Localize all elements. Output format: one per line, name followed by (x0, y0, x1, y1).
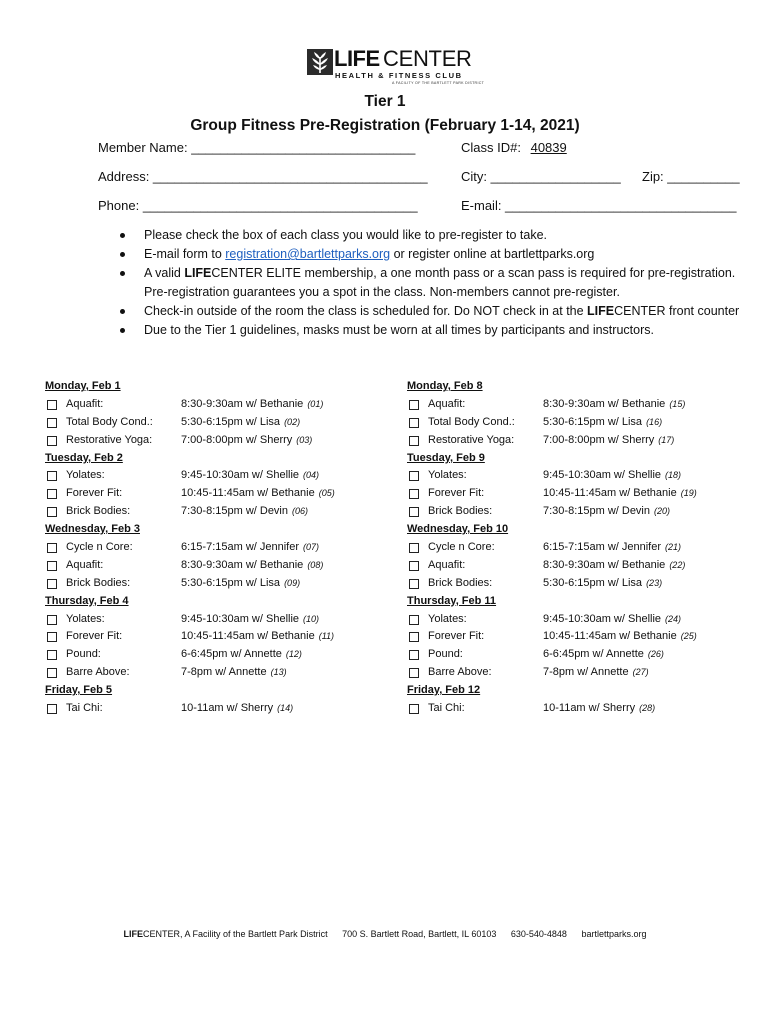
lifecenter-logo (307, 46, 485, 90)
city-field[interactable]: City: __________________ (461, 169, 621, 184)
class-number: (26) (647, 649, 664, 660)
day-heading (45, 593, 375, 611)
class-number: (01) (307, 398, 324, 409)
registration-email-link[interactable]: registration@bartlettparks.org (225, 247, 391, 261)
day-label: Friday, Feb 12 (407, 684, 481, 697)
class-number: (25) (680, 631, 697, 642)
day-heading (45, 521, 375, 539)
class-number: (16) (646, 416, 663, 427)
class-row (407, 664, 747, 682)
class-checkbox[interactable] (47, 579, 57, 589)
class-time-text: 6:15-7:15am w/ Jennifer (181, 541, 300, 554)
member-name-field[interactable]: Member Name: _______________________________ (98, 140, 416, 155)
class-checkbox[interactable] (47, 471, 57, 481)
class-number: (08) (307, 559, 324, 570)
class-row (407, 646, 747, 664)
day-label: Thursday, Feb 4 (45, 594, 129, 607)
class-time (181, 664, 287, 682)
day-heading (407, 450, 747, 468)
class-time-text: 10:45-11:45am w/ Bethanie (181, 630, 315, 643)
class-name: Yolates: (428, 469, 467, 482)
class-name: Tai Chi: (428, 702, 465, 715)
class-time (181, 432, 312, 450)
day-heading (45, 378, 375, 396)
schedule-week-2 (407, 378, 747, 718)
class-checkbox[interactable] (409, 579, 419, 589)
class-time-text: 9:45-10:30am w/ Shellie (543, 612, 662, 625)
class-time (543, 432, 674, 450)
class-number: (11) (318, 631, 335, 642)
class-time (181, 396, 323, 414)
day-label: Tuesday, Feb 9 (407, 451, 485, 464)
class-time-text: 6-6:45pm w/ Annette (543, 648, 644, 661)
class-name: Aquafit: (66, 558, 104, 571)
zip-field[interactable]: Zip: __________ (642, 169, 740, 184)
class-time-text: 8:30-9:30am w/ Bethanie (181, 397, 304, 410)
class-time (543, 396, 685, 414)
class-checkbox[interactable] (47, 489, 57, 499)
class-number: (19) (680, 488, 697, 499)
class-name: Tai Chi: (66, 702, 103, 715)
page-footer (0, 929, 770, 939)
class-number: (28) (639, 703, 656, 714)
wheat-logo-icon (307, 49, 333, 75)
class-id-value: 40839 (530, 140, 567, 155)
class-number: (20) (654, 506, 671, 517)
footer-address: 700 S. Bartlett Road, Bartlett, IL 60103 (342, 929, 497, 939)
class-row (407, 467, 747, 485)
class-row (45, 664, 375, 682)
class-time (181, 467, 319, 485)
class-name: Cycle n Core: (428, 541, 495, 554)
class-time-text: 8:30-9:30am w/ Bethanie (543, 558, 666, 571)
day-heading (407, 682, 747, 700)
class-time-text: 5:30-6:15pm w/ Lisa (181, 415, 281, 428)
class-number: (17) (658, 434, 675, 445)
class-time (543, 611, 681, 629)
bullet-icon (120, 271, 125, 276)
day-label: Monday, Feb 8 (407, 380, 483, 392)
logo-life-text: LIFE (334, 46, 380, 71)
schedule-week-1 (45, 378, 375, 718)
class-name: Pound: (66, 648, 101, 661)
class-time (543, 414, 662, 432)
class-checkbox[interactable] (409, 489, 419, 499)
class-name: Forever Fit: (66, 630, 123, 643)
class-time-text: 9:45-10:30am w/ Shellie (543, 469, 662, 482)
class-row (407, 414, 747, 432)
class-name: Forever Fit: (428, 630, 485, 643)
class-checkbox[interactable] (409, 436, 419, 446)
class-number: (09) (284, 577, 301, 588)
class-time (181, 539, 319, 557)
class-name: Restorative Yoga: (428, 433, 515, 446)
class-name: Pound: (428, 648, 463, 661)
logo-tagline: A FACILITY OF THE BARTLETT PARK DISTRICT (392, 81, 485, 85)
class-checkbox[interactable] (47, 704, 57, 714)
class-row (407, 539, 747, 557)
class-checkbox[interactable] (409, 561, 419, 571)
class-name: Brick Bodies: (66, 576, 131, 589)
day-label: Thursday, Feb 11 (407, 594, 497, 607)
class-row (407, 700, 747, 718)
class-time (543, 539, 681, 557)
list-item: Due to the Tier 1 guidelines, masks must be worn at all times by participants and instructors. (118, 321, 758, 340)
day-label: Monday, Feb 1 (45, 380, 121, 392)
class-checkbox[interactable] (409, 615, 419, 625)
day-label: Wednesday, Feb 10 (407, 523, 509, 536)
list-item: E-mail form to registration@bartlettparks.org or register online at bartlettparks.org (118, 245, 758, 264)
class-checkbox[interactable] (409, 471, 419, 481)
class-row (45, 396, 375, 414)
class-row (45, 414, 375, 432)
class-number: (07) (303, 542, 320, 553)
class-number: (12) (285, 649, 302, 660)
class-time-text: 5:30-6:15pm w/ Lisa (543, 576, 643, 589)
class-number: (14) (277, 703, 294, 714)
class-time (181, 646, 302, 664)
class-row (45, 485, 375, 503)
class-name: Restorative Yoga: (66, 433, 153, 446)
class-row (407, 575, 747, 593)
class-number: (13) (270, 667, 287, 678)
class-name: Total Body Cond.: (428, 415, 515, 428)
class-checkbox[interactable] (47, 615, 57, 625)
class-row (45, 646, 375, 664)
email-field[interactable]: E-mail: ________________________________ (461, 198, 737, 213)
class-row (407, 503, 747, 521)
class-time (543, 503, 670, 521)
class-time (181, 485, 335, 503)
class-time-text: 10:45-11:45am w/ Bethanie (181, 487, 315, 500)
class-checkbox[interactable] (47, 650, 57, 660)
class-name: Barre Above: (66, 666, 130, 679)
class-row (45, 611, 375, 629)
class-name: Yolates: (428, 612, 467, 625)
class-name: Yolates: (66, 469, 105, 482)
tier-heading: Tier 1 (364, 93, 406, 110)
list-item: Please check the box of each class you would like to pre-register to take. (118, 226, 758, 245)
day-heading (45, 682, 375, 700)
class-time-text: 7:00-8:00pm w/ Sherry (543, 433, 655, 446)
class-row (45, 700, 375, 718)
class-checkbox[interactable] (47, 561, 57, 571)
footer-facility: LIFECENTER, A Facility of the Bartlett Park District (123, 929, 328, 939)
class-checkbox[interactable] (409, 543, 419, 553)
class-name: Barre Above: (428, 666, 492, 679)
class-time (543, 646, 664, 664)
class-number: (24) (665, 613, 682, 624)
class-number: (21) (665, 542, 682, 553)
class-checkbox[interactable] (409, 668, 419, 678)
list-item: A valid LIFECENTER ELITE membership, a one month pass or a scan pass is required for pre-registration. Pre-registration guarantees you a spot in the class. Non-members cannot pre-register. (118, 264, 758, 302)
class-id-label: Class ID#: (461, 140, 521, 155)
class-time (181, 414, 300, 432)
class-row (45, 503, 375, 521)
class-number: (15) (669, 398, 686, 409)
class-checkbox[interactable] (47, 632, 57, 642)
class-time-text: 7-8pm w/ Annette (543, 666, 629, 679)
class-time (543, 628, 697, 646)
class-time (181, 611, 319, 629)
class-row (45, 557, 375, 575)
class-time (181, 503, 308, 521)
class-row (45, 575, 375, 593)
class-time-text: 9:45-10:30am w/ Shellie (181, 469, 300, 482)
class-checkbox[interactable] (47, 668, 57, 678)
class-time-text: 10:45-11:45am w/ Bethanie (543, 487, 677, 500)
class-number: (23) (646, 577, 663, 588)
class-time (181, 700, 293, 718)
class-number: (10) (303, 613, 320, 624)
list-item: Check-in outside of the room the class is scheduled for. Do NOT check in at the LIFECENTER front counter (118, 302, 758, 321)
class-time (543, 664, 649, 682)
class-number: (05) (318, 488, 335, 499)
class-time-text: 10-11am w/ Sherry (181, 702, 274, 715)
class-checkbox[interactable] (409, 507, 419, 517)
address-field[interactable]: Address: ______________________________________ (98, 169, 428, 184)
class-name: Forever Fit: (66, 487, 123, 500)
day-heading (407, 378, 747, 396)
class-time-text: 6:15-7:15am w/ Jennifer (543, 541, 662, 554)
logo-center-text: CENTER (383, 46, 472, 71)
class-checkbox[interactable] (47, 436, 57, 446)
class-checkbox[interactable] (409, 418, 419, 428)
day-heading (407, 593, 747, 611)
class-number: (04) (303, 470, 320, 481)
class-checkbox[interactable] (409, 632, 419, 642)
logo-subtitle: HEALTH & FITNESS CLUB (335, 71, 463, 80)
class-id-field (461, 140, 567, 155)
class-name: Brick Bodies: (66, 505, 131, 518)
class-checkbox[interactable] (47, 418, 57, 428)
class-time-text: 8:30-9:30am w/ Bethanie (543, 397, 666, 410)
class-row (407, 432, 747, 450)
class-name: Forever Fit: (428, 487, 485, 500)
class-time (181, 575, 300, 593)
class-row (407, 557, 747, 575)
class-row (407, 485, 747, 503)
day-heading (407, 521, 747, 539)
class-row (45, 467, 375, 485)
page-title: Group Fitness Pre-Registration (February 1-14, 2021) (190, 117, 580, 134)
bullet-icon (120, 252, 125, 257)
class-row (407, 611, 747, 629)
class-time-text: 9:45-10:30am w/ Shellie (181, 612, 300, 625)
class-time-text: 8:30-9:30am w/ Bethanie (181, 558, 304, 571)
class-time-text: 10:45-11:45am w/ Bethanie (543, 630, 677, 643)
class-row (45, 432, 375, 450)
class-row (407, 628, 747, 646)
class-number: (18) (665, 470, 682, 481)
class-number: (06) (292, 506, 309, 517)
class-time (181, 557, 323, 575)
class-number: (02) (284, 416, 301, 427)
class-time-text: 5:30-6:15pm w/ Lisa (181, 576, 281, 589)
class-name: Brick Bodies: (428, 505, 493, 518)
footer-website: bartlettparks.org (581, 929, 647, 939)
class-time-text: 10-11am w/ Sherry (543, 702, 636, 715)
bullet-icon (120, 233, 125, 238)
class-checkbox[interactable] (409, 704, 419, 714)
class-checkbox[interactable] (47, 400, 57, 410)
class-checkbox[interactable] (409, 400, 419, 410)
class-name: Aquafit: (66, 397, 104, 410)
class-checkbox[interactable] (409, 650, 419, 660)
class-time (543, 575, 662, 593)
footer-phone: 630-540-4848 (510, 929, 567, 939)
class-row (45, 628, 375, 646)
day-label: Wednesday, Feb 3 (45, 523, 140, 536)
class-time (181, 628, 334, 646)
day-heading (45, 450, 375, 468)
day-label: Friday, Feb 5 (45, 684, 113, 697)
class-time (543, 485, 697, 503)
class-checkbox[interactable] (47, 543, 57, 553)
class-time-text: 5:30-6:15pm w/ Lisa (543, 415, 643, 428)
class-time-text: 6-6:45pm w/ Annette (181, 648, 282, 661)
class-name: Cycle n Core: (66, 541, 133, 554)
class-time-text: 7:00-8:00pm w/ Sherry (181, 433, 293, 446)
class-name: Brick Bodies: (428, 576, 493, 589)
class-time-text: 7-8pm w/ Annette (181, 666, 267, 679)
day-label: Tuesday, Feb 2 (45, 451, 123, 464)
class-time (543, 700, 655, 718)
class-name: Aquafit: (428, 558, 466, 571)
class-row (45, 539, 375, 557)
class-number: (27) (632, 667, 649, 678)
class-time (543, 557, 685, 575)
class-number: (22) (669, 559, 686, 570)
class-row (407, 396, 747, 414)
class-time-text: 7:30-8:15pm w/ Devin (181, 505, 288, 518)
phone-field[interactable]: Phone: ______________________________________ (98, 198, 418, 213)
bullet-icon (120, 328, 125, 333)
class-checkbox[interactable] (47, 507, 57, 517)
class-name: Yolates: (66, 612, 105, 625)
class-time (543, 467, 681, 485)
class-name: Aquafit: (428, 397, 466, 410)
bullet-icon (120, 309, 125, 314)
instructions-list (118, 226, 758, 340)
class-number: (03) (296, 434, 313, 445)
class-name: Total Body Cond.: (66, 415, 153, 428)
class-time-text: 7:30-8:15pm w/ Devin (543, 505, 650, 518)
